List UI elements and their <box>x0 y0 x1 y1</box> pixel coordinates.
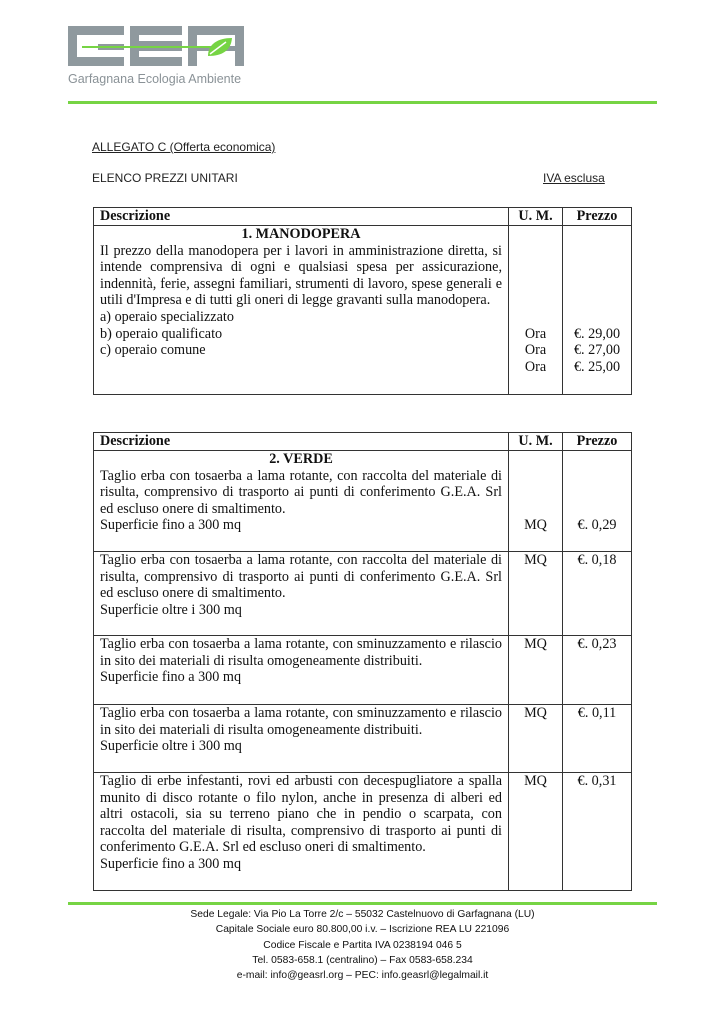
section-title: 2. VERDE <box>269 451 333 467</box>
header-unit: U. M. <box>509 433 563 451</box>
row-description: Taglio erba con tosaerba a lama rotante, con sminuzzamento e rilascio in sito dei materiali di risulta omogeneamente distribuiti. <box>100 705 502 738</box>
row-surface: Superficie fino a 300 mq <box>100 855 242 872</box>
unit-cell <box>509 636 563 705</box>
row-price: €. 0,31 <box>577 773 617 789</box>
description-cell <box>94 705 509 773</box>
labor-price-table <box>93 207 632 395</box>
row-unit: MQ <box>524 552 547 568</box>
section-title: 1. MANODOPERA <box>241 226 361 242</box>
table-row <box>94 705 632 773</box>
table-row <box>94 226 632 395</box>
item-price: €. 29,00 <box>573 325 621 342</box>
footer-line: Codice Fiscale e Partita IVA 0238194 046 5 <box>263 939 462 951</box>
item-unit: Ora <box>524 325 547 342</box>
footer-line: Capitale Sociale euro 80.800,00 i.v. – Iscrizione REA LU 221096 <box>215 924 510 936</box>
description-cell <box>94 451 509 552</box>
item-unit: Ora <box>524 358 547 375</box>
unit-cell <box>509 552 563 636</box>
green-price-table <box>93 432 632 891</box>
company-name: Garfagnana Ecologia Ambiente <box>68 72 242 86</box>
item-label: b) operaio qualificato <box>100 325 223 342</box>
company-logo <box>68 26 244 90</box>
vat-note: IVA esclusa <box>543 171 605 185</box>
footer-line: e-mail: info@geasrl.org – PEC: info.geasrl@legalmail.it <box>236 970 489 982</box>
row-surface: Superficie oltre i 300 mq <box>100 738 242 755</box>
labor-description-cell <box>94 226 509 395</box>
row-unit: MQ <box>524 705 547 721</box>
row-surface: Superficie fino a 300 mq <box>100 517 242 534</box>
description-cell <box>94 773 509 891</box>
header-description: Descrizione <box>94 433 509 451</box>
footer-line: Tel. 0583-658.1 (centralino) – Fax 0583-658.234 <box>252 954 473 966</box>
item-unit: Ora <box>524 342 547 359</box>
price-cell <box>563 705 632 773</box>
header-price: Prezzo <box>563 433 632 451</box>
price-cell <box>563 552 632 636</box>
item-price: €. 25,00 <box>573 358 621 375</box>
item-price: €. 27,00 <box>573 342 621 359</box>
row-unit: MQ <box>524 636 547 652</box>
item-label: c) operaio comune <box>100 342 206 359</box>
unit-cell <box>509 226 563 395</box>
price-cell <box>563 773 632 891</box>
row-surface: Superficie oltre i 300 mq <box>100 601 242 618</box>
row-description: Taglio erba con tosaerba a lama rotante, con raccolta del materiale di risulta, comprensivo di trasporto ai punti di conferimento G.E.A. Srl ed escluso onere di smaltimento. <box>100 552 502 602</box>
unit-cell <box>509 451 563 552</box>
row-description: Taglio di erbe infestanti, rovi ed arbusti con decespugliatore a spalla munito di disco rotante o filo nylon, anche in presenza di alberi ed altri ostacoli, sia su terreno piano che in pendio o scarpata, con raccolta del materiale di risulta, comprensivo di trasporto ai punti di conferimento G.E.A. Srl ed escluso oneri di smaltimento. <box>100 773 502 856</box>
attachment-title: ALLEGATO C (Offerta economica) <box>92 140 276 154</box>
description-cell <box>94 552 509 636</box>
row-price: €. 0,11 <box>577 705 617 721</box>
table-header-row <box>94 208 632 226</box>
table-header-row <box>94 433 632 451</box>
row-price: €. 0,23 <box>577 636 617 652</box>
gea-logo-icon <box>68 26 244 72</box>
list-title: ELENCO PREZZI UNITARI <box>92 171 238 185</box>
header-price: Prezzo <box>563 208 632 226</box>
company-footer <box>0 907 725 983</box>
table-row <box>94 773 632 891</box>
header-description: Descrizione <box>94 208 509 226</box>
row-unit: MQ <box>524 773 547 789</box>
unit-cell <box>509 705 563 773</box>
row-unit: MQ <box>524 517 547 534</box>
row-description: Taglio erba con tosaerba a lama rotante, con raccolta del materiale di risulta, comprensivo di trasporto ai punti di conferimento G.E.A. Srl ed escluso onere di smaltimento. <box>100 467 502 517</box>
table-row <box>94 451 632 552</box>
price-cell <box>563 226 632 395</box>
footer-line: Sede Legale: Via Pio La Torre 2/c – 55032 Castelnuovo di Garfagnana (LU) <box>190 909 535 920</box>
table-row <box>94 636 632 705</box>
item-label: a) operaio specializzato <box>100 308 234 325</box>
price-cell <box>563 451 632 552</box>
price-cell <box>563 636 632 705</box>
unit-cell <box>509 773 563 891</box>
row-price: €. 0,18 <box>577 552 617 568</box>
row-price: €. 0,29 <box>577 517 617 534</box>
row-description: Taglio erba con tosaerba a lama rotante, con sminuzzamento e rilascio in sito dei materiali di risulta omogeneamente distribuiti. <box>100 636 502 669</box>
header-unit: U. M. <box>509 208 563 226</box>
description-cell <box>94 636 509 705</box>
header-divider <box>68 101 657 104</box>
labor-intro: Il prezzo della manodopera per i lavori in amministrazione diretta, si intende comprensiva di ogni e qualsiasi spesa per assicurazione, indennità, ferie, assegni familiari, strumenti di lavoro, spese generali e utili d'Impresa e di tutti gli oneri di legge gravanti sulla manodopera. <box>100 242 502 309</box>
table-row <box>94 552 632 636</box>
row-surface: Superficie fino a 300 mq <box>100 669 242 686</box>
footer-divider <box>68 902 657 905</box>
